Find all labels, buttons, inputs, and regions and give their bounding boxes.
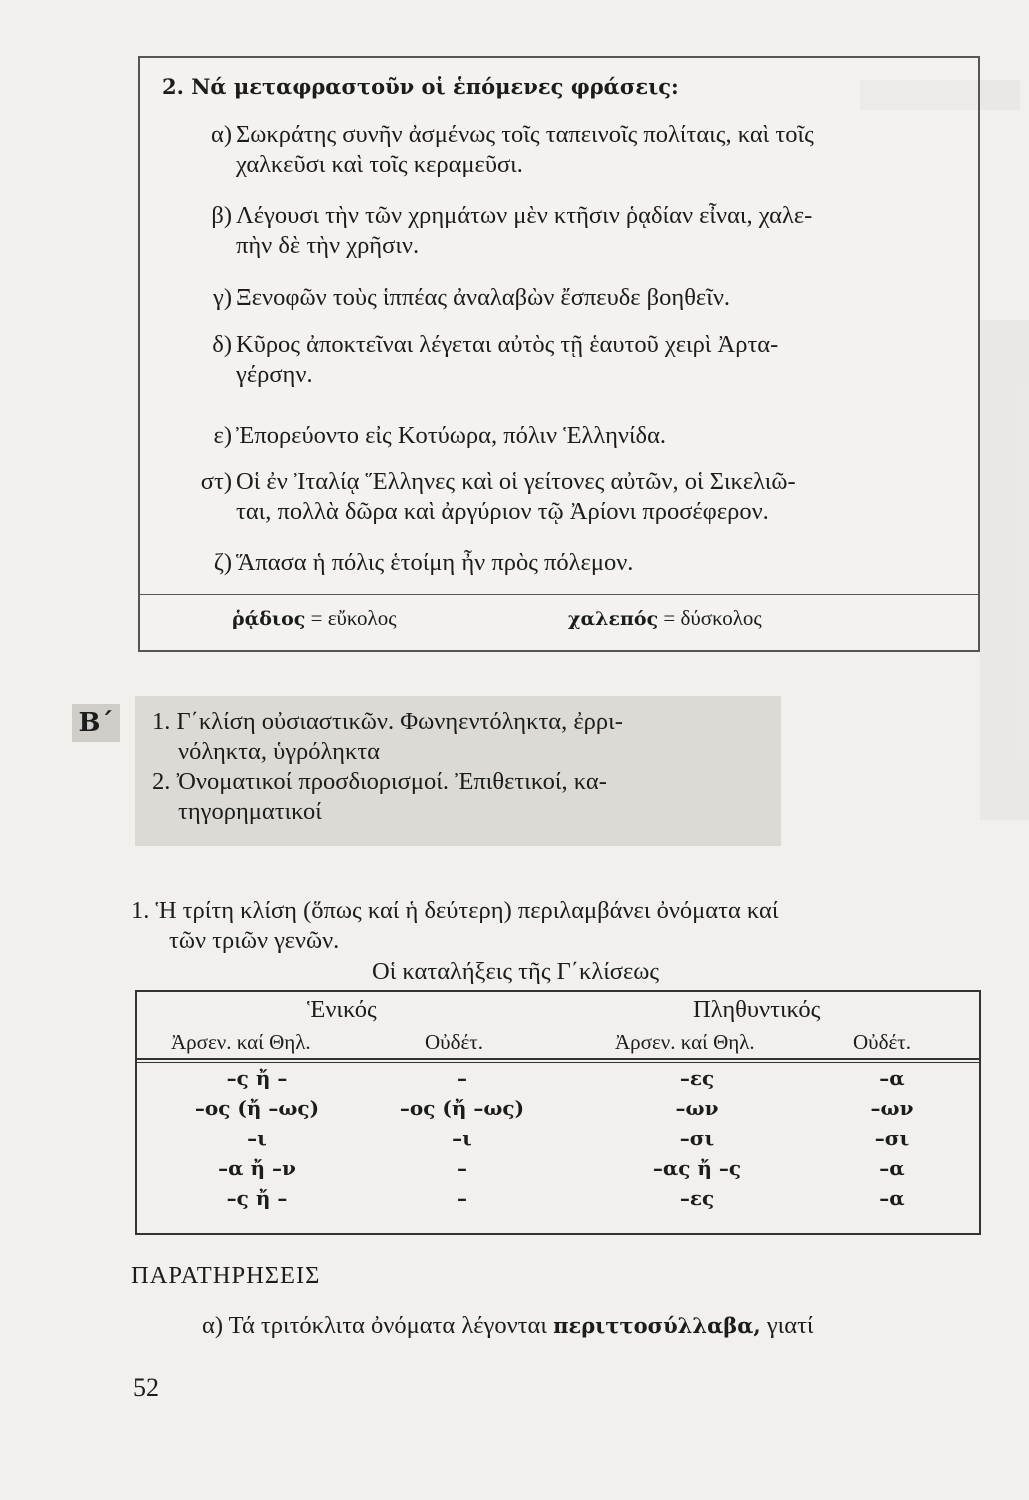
- item-line: Ἅπασα ἡ πόλις ἑτοίμη ἦν πρὸς πόλεμον.: [236, 549, 634, 576]
- gloss-divider: [140, 594, 978, 595]
- item-label: β): [211, 202, 232, 229]
- topic-line: 1. Γ΄κλίση οὐσιαστικῶν. Φωνηεντόληκτα, ἐρρι-: [152, 708, 623, 735]
- topic-line: νόληκτα, ὑγρόληκτα: [178, 738, 381, 765]
- item-line: Ἐπορεύοντο εἰς Κοτύωρα, πόλιν Ἑλληνίδα.: [236, 422, 667, 449]
- header-double-rule: [137, 1058, 979, 1060]
- topic-line: τηγορηματικοί: [178, 798, 322, 825]
- observation-term: περιττοσύλλαβα,: [553, 1313, 761, 1338]
- table-cell: –: [457, 1156, 467, 1180]
- table-cell: –ς ἤ –: [226, 1186, 288, 1210]
- exercise-box: [138, 56, 980, 652]
- paragraph-line: 1. Ἡ τρίτη κλίση (ὅπως καί ἡ δεύτερη) περιλαμβάνει ὀνόματα καί: [131, 897, 779, 924]
- item-line: Κῦρος ἀποκτεῖναι λέγεται αὐτὸς τῇ ἑαυτοῦ χειρὶ Ἀρτα-: [236, 331, 779, 358]
- observation-line: [202, 1312, 814, 1340]
- column-header: Ἀρσεν. καί Θηλ.: [615, 1030, 755, 1054]
- item-label: στ): [200, 468, 232, 495]
- column-header: Οὐδέτ.: [425, 1030, 483, 1054]
- item-label: ζ): [213, 549, 232, 576]
- table-cell: –ος (ἤ –ως): [194, 1096, 320, 1120]
- table-cell: –ος (ἤ –ως): [399, 1096, 525, 1120]
- table-cell: –σι: [874, 1126, 910, 1150]
- item-line: Οἱ ἐν Ἰταλίᾳ Ἕλληνες καὶ οἱ γείτονες αὐτῶν, οἱ Σικελιῶ-: [236, 468, 796, 495]
- table-cell: –ας ἤ –ς: [652, 1156, 742, 1180]
- observation-text: α) Τά τριτόκλιτα ὀνόματα λέγονται: [202, 1312, 554, 1339]
- singular-header: Ἑνικός: [307, 996, 377, 1023]
- gloss-entry: [568, 606, 762, 631]
- table-cell: –α ἤ –ν: [218, 1156, 296, 1180]
- gloss-entry: [232, 606, 397, 631]
- item-line: Ξενοφῶν τοὺς ἱππέας ἀναλαβὼν ἔσπευδε βοηθεῖν.: [236, 284, 731, 311]
- endings-table: [135, 990, 981, 1235]
- table-cell: –: [457, 1186, 467, 1210]
- column-header: Ἀρσεν. καί Θηλ.: [171, 1030, 311, 1054]
- table-cell: –ες: [679, 1066, 715, 1090]
- item-line: γέρσην.: [236, 361, 313, 388]
- page-number: 52: [133, 1373, 159, 1402]
- header-double-rule: [137, 1062, 979, 1063]
- section-letter: Β΄: [72, 704, 120, 742]
- table-cell: –ων: [870, 1096, 914, 1120]
- section-topics: [152, 707, 623, 827]
- item-label: ε): [213, 422, 232, 449]
- table-cell: –ες: [679, 1186, 715, 1210]
- paragraph-line: τῶν τριῶν γενῶν.: [169, 927, 340, 954]
- item-line: ται, πολλὰ δῶρα καὶ ἀργύριον τῷ Ἀρίονι προσέφερον.: [236, 498, 769, 525]
- item-label: α): [211, 121, 232, 148]
- gloss-meaning: = εὔκολος: [310, 606, 397, 630]
- table-cell: –: [457, 1066, 467, 1090]
- show-through-shadow: [980, 320, 1029, 820]
- table-caption: Οἱ καταλήξεις τῆς Γ΄κλίσεως: [372, 958, 660, 985]
- plural-header: Πληθυντικός: [693, 996, 821, 1023]
- table-cell: –α: [879, 1156, 905, 1180]
- gloss-term: ῥᾴδιος: [232, 608, 306, 630]
- item-label: γ): [213, 284, 232, 311]
- table-cell: –α: [879, 1066, 905, 1090]
- exercise-heading: 2. Νά μεταφραστοῦν οἱ ἑπόμενες φράσεις:: [162, 74, 679, 99]
- item-line: πὴν δὲ τὴν χρῆσιν.: [236, 232, 420, 259]
- item-label: δ): [212, 331, 232, 358]
- observation-text: γιατί: [760, 1312, 814, 1339]
- table-cell: –α: [879, 1186, 905, 1210]
- item-line: Λέγουσι τὴν τῶν χρημάτων μὲν κτῆσιν ῥᾳδίαν εἶναι, χαλε-: [236, 202, 813, 229]
- body-paragraph: [131, 896, 778, 956]
- table-cell: –ι: [247, 1126, 267, 1150]
- column-header: Οὐδέτ.: [853, 1030, 911, 1054]
- table-cell: –σι: [679, 1126, 715, 1150]
- topic-line: 2. Ὀνοματικοί προσδιορισμοί. Ἐπιθετικοί, κα-: [152, 768, 607, 795]
- observations-heading: ΠΑΡΑΤΗΡΗΣΕΙΣ: [131, 1262, 321, 1289]
- table-cell: –ων: [675, 1096, 719, 1120]
- table-cell: –ς ἤ –: [226, 1066, 288, 1090]
- item-line: Σωκράτης συνῆν ἀσμένως τοῖς ταπεινοῖς πολίταις, καὶ τοῖς: [236, 121, 814, 148]
- table-cell: –ι: [452, 1126, 472, 1150]
- gloss-term: χαλεπός: [568, 608, 659, 630]
- gloss-meaning: = δύσκολος: [663, 606, 762, 630]
- item-line: χαλκεῦσι καὶ τοῖς κεραμεῦσι.: [236, 151, 523, 178]
